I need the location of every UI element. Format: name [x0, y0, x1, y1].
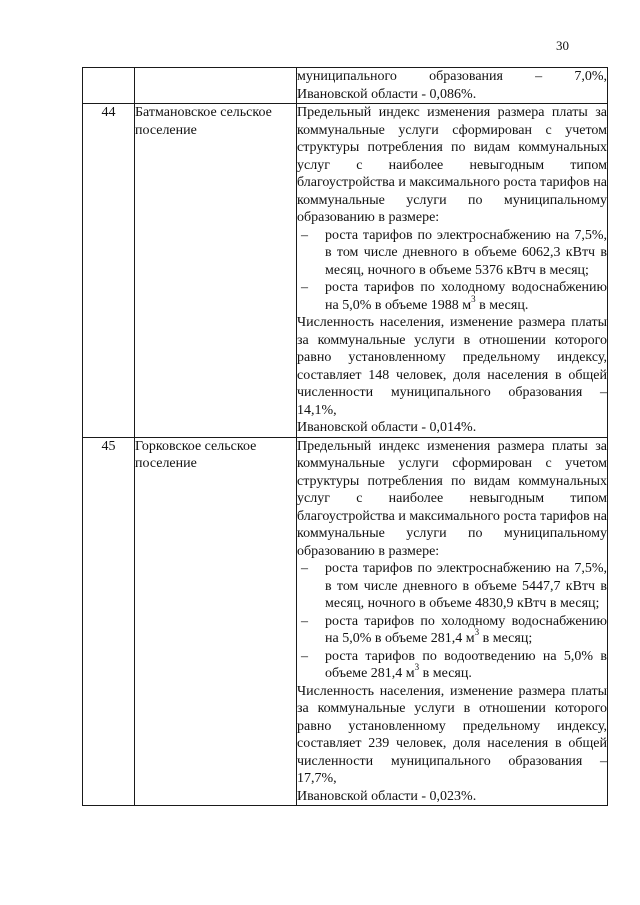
population-text: Численность населения, изменение размера платы за коммунальные услуги в отношении которого равно установленному предельному индексу, составляет 239 человек, доля населения в общей численности муниципального образования – 17,7%, [297, 683, 607, 786]
cold-water-tariff-text: роста тарифов по холодному водоснабжению на 5,0% в объеме 281,4 м [325, 613, 607, 646]
continuation-region-share: Ивановской области - 0,086%. [297, 86, 477, 102]
row-number: 44 [83, 104, 135, 438]
row-number: 45 [83, 437, 135, 806]
list-item [297, 279, 607, 314]
municipality-name: Горковское сельское поселение [135, 437, 297, 806]
tariff-index-table [82, 67, 608, 806]
tariff-growth-list [297, 560, 607, 683]
dash-marker: – [301, 561, 308, 576]
list-item [297, 227, 607, 280]
row-description [297, 104, 608, 438]
row-description [297, 437, 608, 806]
dash-marker: – [301, 280, 308, 295]
cubic-superscript: 3 [474, 627, 480, 638]
row-description [297, 68, 608, 104]
cubic-superscript: 3 [471, 293, 476, 304]
page-number: 30 [556, 38, 569, 53]
electricity-tariff-text: роста тарифов по электроснабжению на 7,5%, в том числе дневного в объеме 6062,3 кВтч в месяц, ночного в объеме 5376 кВтч в месяц; [325, 227, 607, 278]
region-share-text: Ивановской области - 0,014%. [297, 420, 477, 435]
wastewater-tariff-tail: в месяц. [419, 666, 472, 681]
municipality-name [135, 68, 297, 104]
index-intro-text: Предельный индекс изменения размера платы за коммунальные услуги сформирован с учетом структуры потребления по видам коммунальных услуг с наиболее невыгодным типом благоустройства и максимального роста тарифов на коммунальные услуги по муниципальному образованию в размере: [297, 105, 607, 225]
dash-marker: – [301, 613, 308, 629]
list-item [297, 613, 607, 648]
continuation-text: муниципального образования – 7,0%, [297, 69, 607, 84]
region-share-text: Ивановской области - 0,023%. [297, 788, 477, 804]
table-row-continuation [83, 68, 608, 104]
municipality-name: Батмановское сельское поселение [135, 104, 297, 438]
cubic-superscript: 3 [414, 662, 420, 673]
population-text: Численность населения, изменение размера платы за коммунальные услуги в отношении которого равно установленному предельному индексу, составляет 148 человек, доля населения в общей численности муниципального образования – 14,1%, [297, 315, 607, 418]
cold-water-tariff-text: роста тарифов по холодному водоснабжению на 5,0% в объеме 1988 м [325, 280, 607, 313]
electricity-tariff-text: роста тарифов по электроснабжению на 7,5%, в том числе дневного в объеме 5447,7 кВтч в месяц, ночного в объеме 4830,9 кВтч в месяц; [325, 561, 607, 611]
row-number [83, 68, 135, 104]
wastewater-tariff-text: роста тарифов по водоотведению на 5,0% в объеме 281,4 м [325, 648, 607, 681]
index-intro-text: Предельный индекс изменения размера платы за коммунальные услуги сформирован с учетом структуры потребления по видам коммунальных услуг с наиболее невыгодным типом благоустройства и максимального роста тарифов на коммунальные услуги по муниципальному образованию в размере: [297, 438, 607, 559]
table-row-44 [83, 104, 608, 438]
cold-water-tariff-tail: в месяц; [479, 631, 533, 646]
list-item [297, 648, 607, 683]
dash-marker: – [301, 227, 308, 243]
table-row-45 [83, 437, 608, 806]
tariff-growth-list [297, 227, 607, 315]
list-item [297, 560, 607, 613]
cold-water-tariff-tail: в месяц. [475, 297, 529, 313]
dash-marker: – [301, 648, 308, 664]
